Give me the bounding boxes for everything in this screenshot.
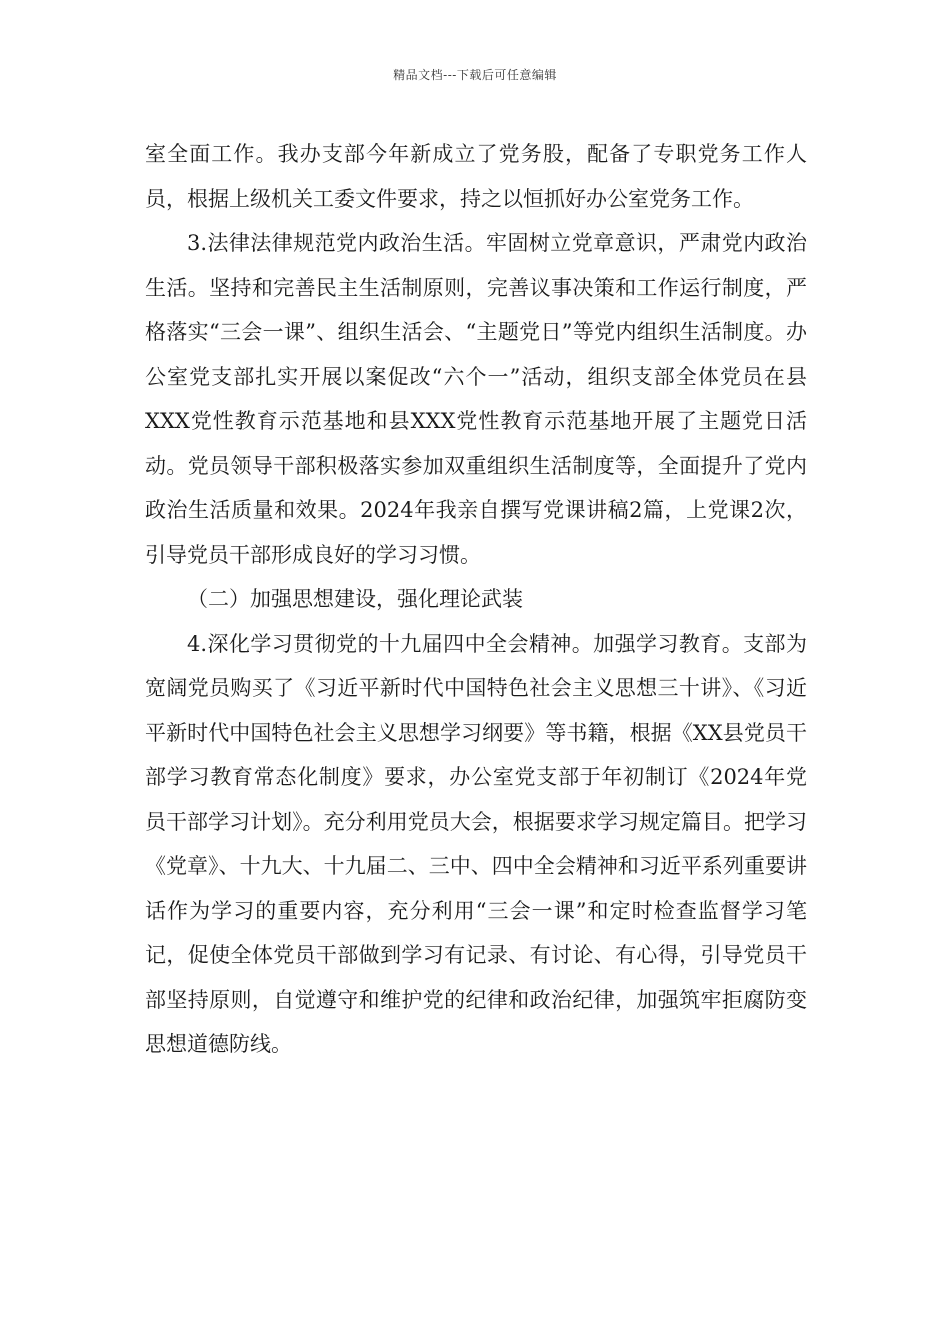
page-header-note: 精品文档---下载后可任意编辑 [393,68,557,82]
document-body [145,132,807,1067]
paragraph-item-3: 3.法律法律规范党内政治生活。牢固树立党章意识，严肃党内政治生活。坚持和完善民主生活制原则，完善议事决策和工作运行制度，严格落实“三会一课”、组织生活会、“主题党日”等党内组织生活制度。办公室党支部扎实开展以案促改“六个一”活动，组织支部全体党员在县XXX党性教育示范基地和县XXX党性教育示范基地开展了主题党日活动。党员领导干部积极落实参加双重组织生活制度等，全面提升了党内政治生活质量和效果。2024年我亲自撰写党课讲稿2篇，上党课2次，引导党员干部形成良好的学习习惯。 [145,231,807,567]
paragraph-continuation: 室全面工作。我办支部今年新成立了党务股，配备了专职党务工作人员，根据上级机关工委文件要求，持之以恒抓好办公室党务工作。 [145,142,807,211]
section-heading-2: （二）加强思想建设，强化理论武装 [187,587,523,611]
paragraph-item-4: 4.深化学习贯彻党的十九届四中全会精神。加强学习教育。支部为宽阔党员购买了《习近平新时代中国特色社会主义思想三十讲》、《习近平新时代中国特色社会主义思想学习纲要》等书籍，根据《XX县党员干部学习教育常态化制度》要求，办公室党支部于年初制订《2024年党员干部学习计划》。充分利用党员大会，根据要求学习规定篇目。把学习《党章》、十九大、十九届二、三中、四中全会精神和习近平系列重要讲话作为学习的重要内容，充分利用“三会一课”和定时检查监督学习笔记，促使全体党员干部做到学习有记录、有讨论、有心得，引导党员干部坚持原则，自觉遵守和维护党的纪律和政治纪律，加强筑牢拒腐防变思想道德防线。 [145,631,807,1056]
